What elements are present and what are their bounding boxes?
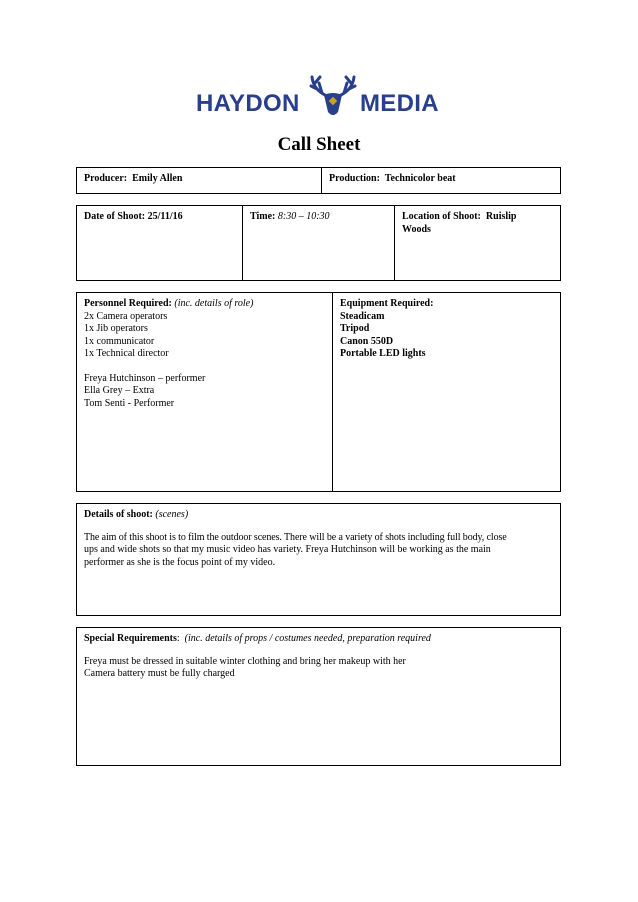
special-text: Camera battery must be fully charged (84, 668, 235, 679)
personnel-note: (inc. details of role) (174, 298, 254, 309)
special-cell (77, 628, 560, 765)
producer-row (76, 167, 561, 194)
cast-item: Ella Grey – Extra (84, 385, 155, 396)
location-value-line2: Woods (402, 223, 431, 235)
producer-value: Emily Allen (132, 173, 183, 184)
production-cell (321, 168, 560, 193)
producer-label: Producer: (84, 173, 128, 184)
equipment-item: Portable LED lights (340, 348, 426, 359)
special-colon: : (176, 633, 180, 644)
stag-head-icon (308, 74, 358, 120)
time-cell (242, 206, 394, 280)
location-label: Location of Shoot: (402, 211, 481, 222)
equipment-label: Equipment Required: (340, 298, 434, 309)
special-box (76, 627, 561, 766)
location-cell (394, 206, 560, 280)
production-label: Production: (329, 173, 380, 184)
time-label: Time: (250, 211, 276, 222)
details-text: ups and wide shots so that my music video has variety. Freya Hutchinson will be working as the main (84, 544, 491, 555)
details-text: The aim of this shoot is to film the outdoor scenes. There will be a variety of shots including full body, close (84, 531, 507, 543)
special-text: Freya must be dressed in suitable winter clothing and bring her makeup with her (84, 655, 406, 667)
details-label: Details of shoot: (84, 509, 153, 520)
details-note: (scenes) (155, 509, 189, 520)
date-value: 25/11/16 (147, 211, 183, 222)
production-value: Technicolor beat (384, 173, 456, 184)
crew-item: 1x Technical director (84, 348, 169, 359)
crew-item: 1x Jib operators (84, 323, 148, 334)
logo-word-left: HAYDON (196, 90, 300, 117)
company-logo (0, 72, 638, 124)
page-title: Call Sheet (277, 134, 361, 155)
details-cell (77, 504, 560, 615)
equipment-item: Canon 550D (340, 335, 394, 347)
time-value: 8:30 – 10:30 (277, 211, 330, 222)
cast-item: Freya Hutchinson – performer (84, 372, 206, 384)
producer-cell (77, 168, 321, 193)
logo-word-right: MEDIA (360, 90, 439, 117)
crew-item: 2x Camera operators (84, 310, 168, 322)
schedule-row (76, 205, 561, 281)
resources-row (76, 292, 561, 492)
date-label: Date of Shoot: (84, 211, 146, 222)
cast-item: Tom Senti - Performer (84, 397, 175, 409)
special-note: (inc. details of props / costumes needed, preparation required (184, 633, 431, 644)
date-cell (77, 206, 242, 280)
details-box (76, 503, 561, 616)
equipment-cell (332, 293, 560, 491)
crew-item: 1x communicator (84, 335, 155, 347)
special-label: Special Requirements (84, 633, 177, 644)
personnel-cell (77, 293, 332, 491)
equipment-item: Tripod (340, 323, 370, 334)
details-text: performer as she is the focus point of my video. (84, 556, 276, 568)
location-value-line1: Ruislip (485, 211, 517, 222)
equipment-item: Steadicam (340, 310, 385, 322)
personnel-label: Personnel Required: (84, 298, 172, 309)
